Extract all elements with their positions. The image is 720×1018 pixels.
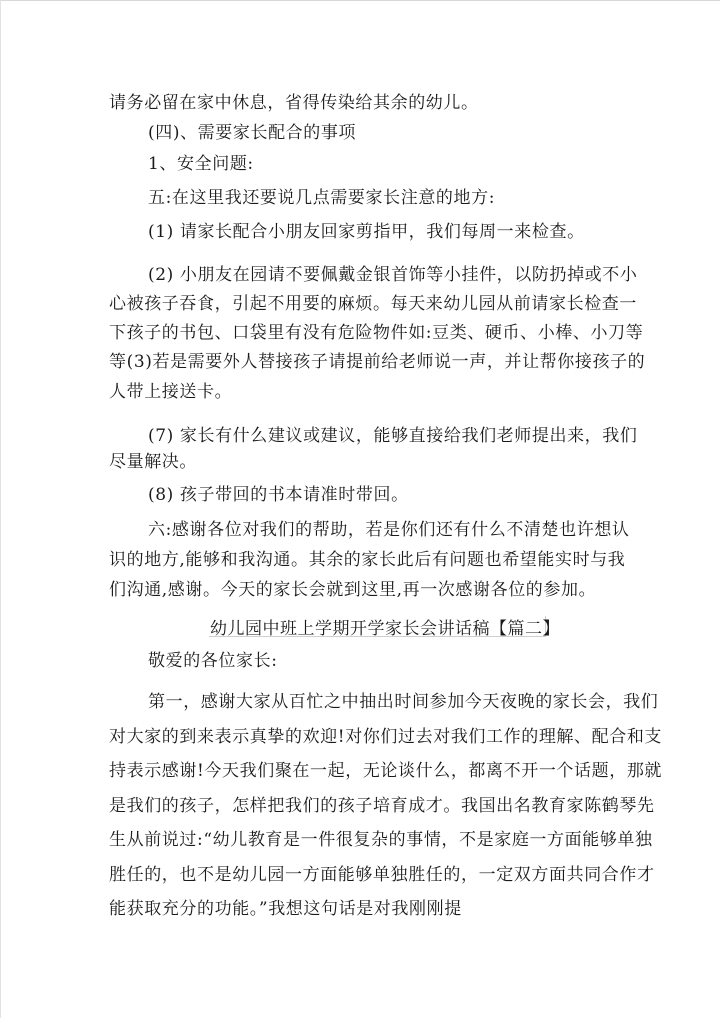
section-heading-6: 六:感谢各位对我们的帮助，若是你们还有什么不清楚也许想认 (148, 520, 630, 540)
salutation: 敬爱的各位家长: (148, 651, 278, 671)
page-left-edge (0, 0, 1, 1018)
list-item-1: (1) 请家长配合小朋友回家剪指甲，我们每周一来检查。 (148, 222, 585, 242)
paragraph-line: 生从前说过:“幼儿教育是一件很复杂的事情，不是家庭一方面能够单独 (109, 830, 653, 850)
paragraph-line: 第一，感谢大家从百忙之中抽出时间参加今天夜晚的家长会，我们 (148, 692, 659, 712)
paragraph-line: 识的地方,能够和我沟通。其余的家长此后有问题也希望能实时与我 (109, 550, 626, 570)
subheading-safety: 1、安全问题: (148, 154, 254, 174)
list-item-2: (2) 小朋友在园请不要佩戴金银首饰等小挂件，以防扔掉或不小 (148, 265, 638, 285)
paragraph-line: 持表示感谢!今天我们聚在一起，无论谈什么，都离不开一个话题，那就 (109, 761, 663, 781)
paragraph-line: 下孩子的书包、口袋里有没有危险物件如:豆类、硬币、小棒、小刀等 (109, 323, 644, 343)
paragraph-line: 请务必留在家中休息，省得传染给其余的幼儿。 (109, 93, 479, 113)
paragraph-line: 对大家的到来表示真挚的欢迎!对你们过去对我们工作的理解、配合和支 (109, 727, 663, 747)
section-title: 幼儿园中班上学期开学家长会讲话稿【篇二】 (210, 619, 560, 639)
section-heading-4: (四)、需要家长配合的事项 (148, 123, 357, 143)
paragraph-line: 胜任的，也不是幼儿园一方面能够单独胜任的，一定双方面共同合作才 (109, 865, 655, 885)
paragraph-line: 尽量解决。 (109, 452, 197, 472)
paragraph-line: 是我们的孩子，怎样把我们的孩子培育成才。我国出名教育家陈鹤琴先 (109, 796, 655, 816)
paragraph-line: 能获取充分的功能。”我想这句话是对我刚刚提 (109, 899, 462, 919)
list-item-7: (7) 家长有什么建议或建议，能够直接给我们老师提出来，我们 (148, 426, 638, 446)
paragraph-line: 心被孩子吞食，引起不用要的麻烦。每天来幼儿园从前请家长检查一 (109, 294, 637, 314)
page-top-edge (0, 0, 720, 1)
paragraph-line: 人带上接送卡。 (109, 382, 233, 402)
paragraph-line: 们沟通,感谢。今天的家长会就到这里,再一次感谢各位的参加。 (109, 580, 597, 600)
section-heading-5: 五:在这里我还要说几点需要家长注意的地方: (148, 188, 496, 208)
list-item-8: (8) 孩子带回的书本请准时带回。 (148, 485, 409, 505)
paragraph-line: 等(3)若是需要外人替接孩子请提前给老师说一声，并让帮你接孩子的 (109, 352, 646, 372)
